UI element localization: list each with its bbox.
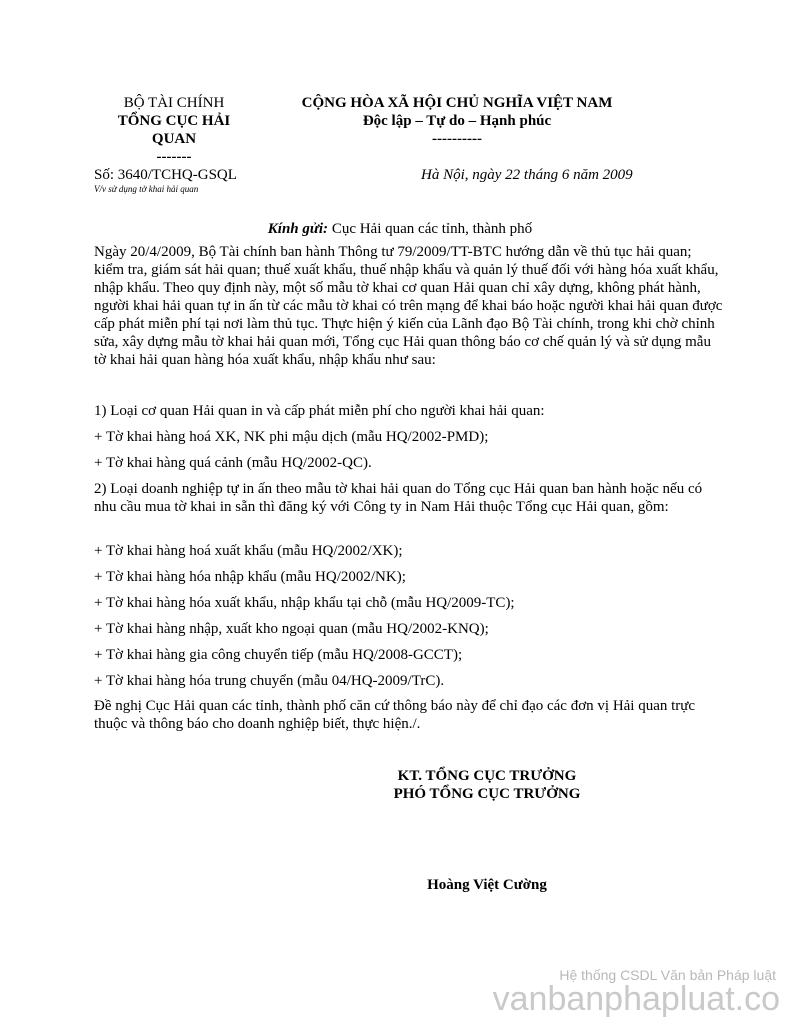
signer-title-1: KT. TỔNG CỤC TRƯỞNG bbox=[397, 768, 577, 784]
national-motto: Độc lập – Tự do – Hạnh phúc bbox=[362, 113, 552, 129]
document-subject: V/v sử dụng tờ khai hải quan bbox=[94, 184, 199, 194]
section-1-heading: 1) Loại cơ quan Hải quan in và cấp phát miễn phí cho người khai hải quan: bbox=[94, 403, 545, 419]
recipient-line bbox=[0, 220, 800, 238]
list-item: + Tờ khai hàng hóa trung chuyển (mẫu 04/HQ-2009/TrC). bbox=[94, 673, 445, 689]
department-name-line1: TỔNG CỤC HẢI bbox=[117, 113, 231, 129]
header-right bbox=[262, 94, 652, 148]
list-item: + Tờ khai hàng hoá xuất khẩu (mẫu HQ/2002/XK); bbox=[94, 543, 403, 559]
ministry-name: BỘ TÀI CHÍNH bbox=[123, 95, 225, 111]
watermark-caption: Hệ thống CSDL Văn bản Pháp luật bbox=[559, 967, 776, 983]
list-item: + Tờ khai hàng hóa nhập khẩu (mẫu HQ/2002/NK); bbox=[94, 569, 406, 585]
closing-paragraph: Đề nghị Cục Hải quan các tỉnh, thành phố căn cứ thông báo này để chỉ đạo các đơn vị Hải quan trực thuộc và thông báo cho doanh nghiệp biết, thực hiện./. bbox=[94, 698, 696, 732]
country-name: CỘNG HÒA XÃ HỘI CHỦ NGHĨA VIỆT NAM bbox=[301, 95, 613, 111]
list-item: + Tờ khai hàng hoá XK, NK phi mậu dịch (mẫu HQ/2002-PMD); bbox=[94, 429, 489, 445]
section-2-heading: 2) Loại doanh nghiệp tự in ấn theo mẫu tờ khai hải quan do Tổng cục Hải quan ban hành hoặc nếu có nhu cầu mua tờ khai in sẵn thì đăng ký với Công ty in Nam Hải thuộc Tổng cục Hải quan, gồm: bbox=[94, 481, 703, 515]
list-item: + Tờ khai hàng hóa xuất khẩu, nhập khẩu tại chỗ (mẫu HQ/2009-TC); bbox=[94, 595, 515, 611]
place-date: Hà Nội, ngày 22 tháng 6 năm 2009 bbox=[421, 167, 633, 183]
signer-name: Hoàng Việt Cường bbox=[427, 877, 547, 893]
list-item: + Tờ khai hàng nhập, xuất kho ngoại quan (mẫu HQ/2002-KNQ); bbox=[94, 621, 489, 637]
list-item: + Tờ khai hàng quá cảnh (mẫu HQ/2002-QC). bbox=[94, 455, 372, 471]
header-left-divider: ------- bbox=[156, 149, 192, 165]
document-number: Số: 3640/TCHQ-GSQL bbox=[94, 167, 237, 183]
signer-title-2: PHÓ TỔNG CỤC TRƯỞNG bbox=[393, 786, 581, 802]
signature-block bbox=[362, 767, 612, 803]
department-name-line2: QUAN bbox=[151, 131, 197, 147]
header-left bbox=[100, 94, 248, 166]
recipient-value: Cục Hải quan các tỉnh, thành phố bbox=[328, 221, 533, 237]
watermark-site: vanbanphapluat.co bbox=[492, 980, 780, 1018]
header-right-divider: ---------- bbox=[432, 131, 482, 147]
intro-paragraph: Ngày 20/4/2009, Bộ Tài chính ban hành Thông tư 79/2009/TT-BTC hướng dẫn về thủ tục hải quan; kiểm tra, giám sát hải quan; thuế xuất khẩu, thuế nhập khẩu và quản lý thuế đối với hàng hóa xuất khẩu, nhập khẩu. Theo quy định này, một số mẫu tờ khai cơ quan Hải quan chỉ xây dựng, không phát hành, người khai hải quan tự in ấn từ các mẫu tờ khai có trên mạng để khai báo hoặc người khai hải quan được cấp phát miễn phí tại nơi làm thủ tục. Thực hiện ý kiến của Lãnh đạo Bộ Tài chính, trong khi chờ chỉnh sửa, xây dựng mẫu tờ khai hải quan mới, Tổng cục Hải quan thông báo cơ chế quản lý và sử dụng mẫu tờ khai hải quan hàng hóa xuất khẩu, nhập khẩu như sau: bbox=[94, 244, 723, 368]
recipient-label: Kính gửi: bbox=[267, 221, 329, 237]
list-item: + Tờ khai hàng gia công chuyển tiếp (mẫu HQ/2008-GCCT); bbox=[94, 647, 463, 663]
